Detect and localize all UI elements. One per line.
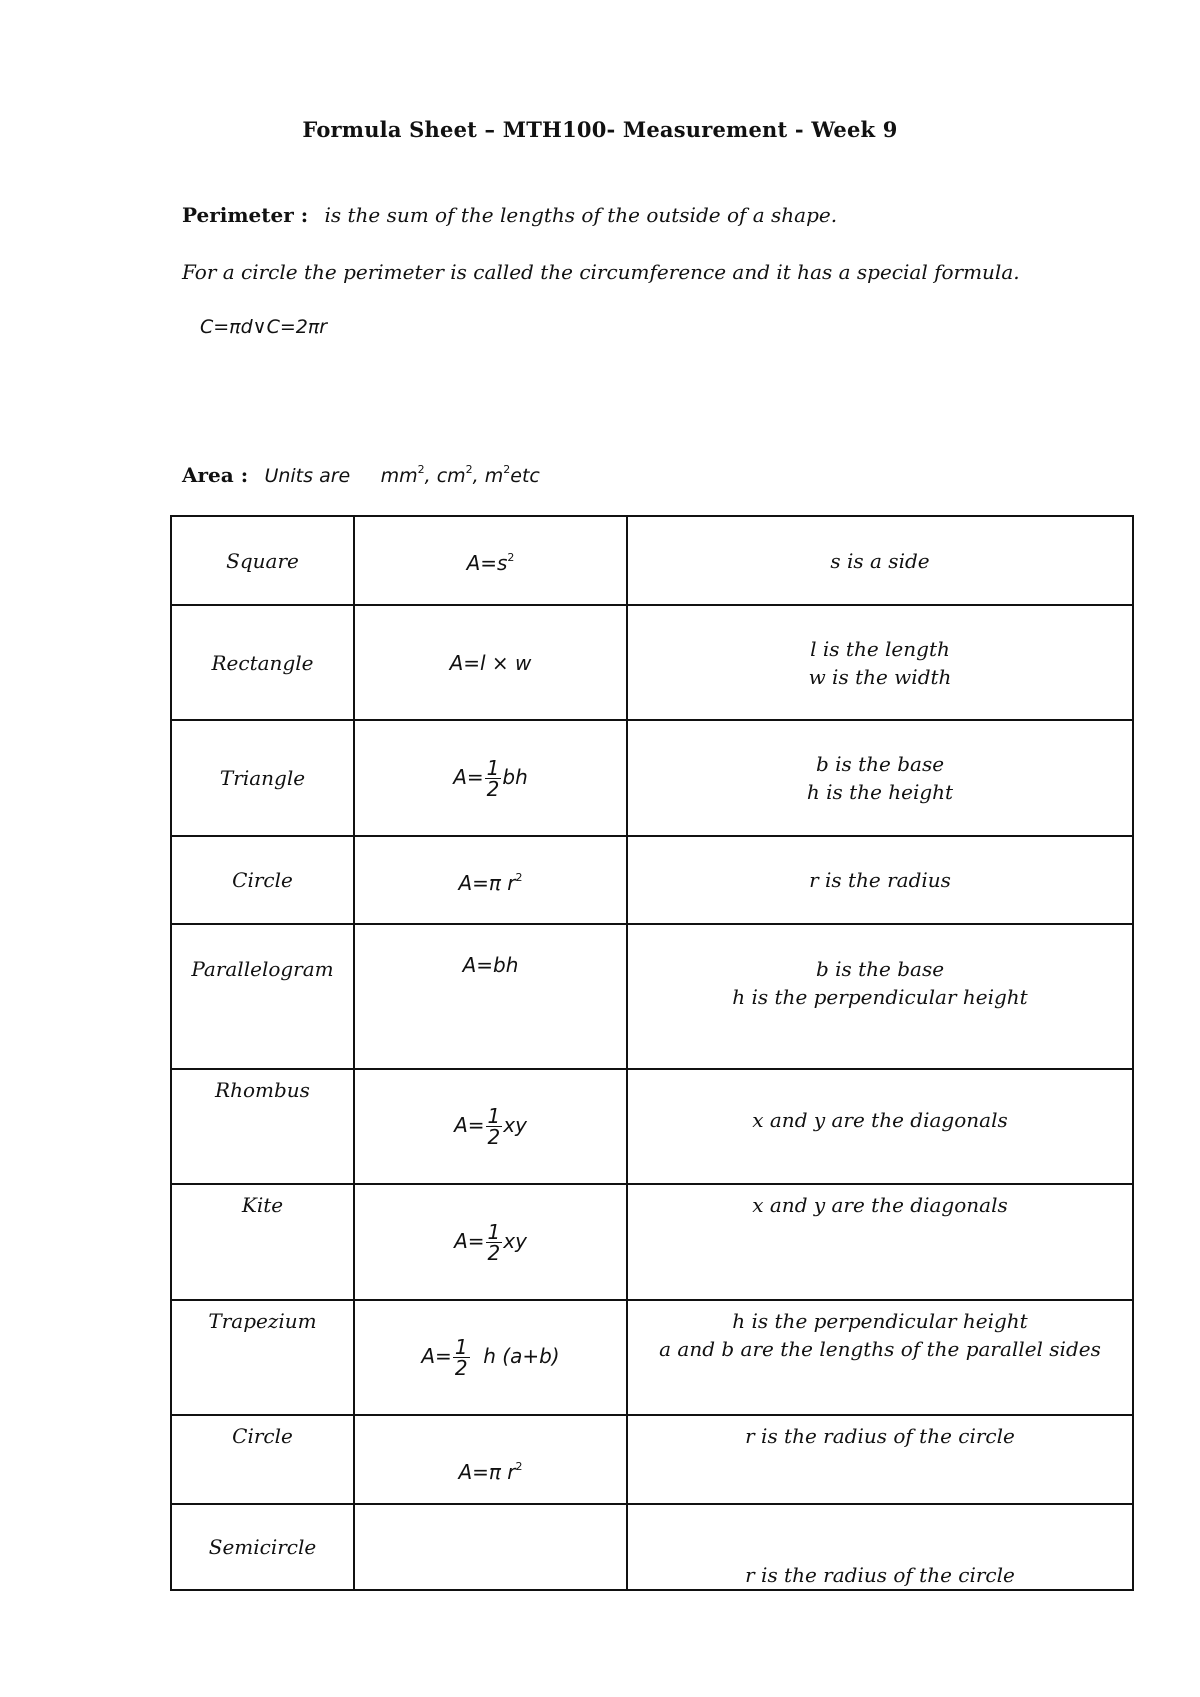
formula-description: b is the base h is the perpendicular height <box>627 924 1133 1069</box>
shape-name: Circle <box>171 836 354 924</box>
circumference-formula: C=πd∨C=2πr <box>200 316 328 338</box>
shape-name: Square <box>171 516 354 605</box>
area-formula-table <box>170 515 1134 1591</box>
table-row <box>171 1069 1133 1184</box>
area-formula: A= $\frac{1}{2}$ bh <box>354 720 627 836</box>
formula-description: x and y are the diagonals <box>627 1184 1133 1300</box>
table-row <box>171 720 1133 836</box>
shape-name: Semicircle <box>171 1504 354 1590</box>
shape-name: Parallelogram <box>171 924 354 1069</box>
area-formula: A=l × w <box>354 605 627 720</box>
units-label: Units are <box>264 465 351 487</box>
area-formula: A= $\frac{1}{2}$ xy <box>354 1069 627 1184</box>
formula-description: r is the radius <box>627 836 1133 924</box>
formula-description: r is the radius of the circle <box>627 1504 1133 1590</box>
area-formula: A=bh <box>354 924 627 1069</box>
page-title: Formula Sheet – MTH100- Measurement - Week 9 <box>302 117 898 142</box>
shape-name: Kite <box>171 1184 354 1300</box>
table-row <box>171 924 1133 1069</box>
table-row <box>171 1300 1133 1415</box>
shape-name: Rectangle <box>171 605 354 720</box>
area-heading <box>182 463 540 487</box>
area-formula: A=π $r^2$ <box>354 1415 627 1504</box>
formula-description: l is the length w is the width <box>627 605 1133 720</box>
area-formula: $A=s^2$ <box>354 516 627 605</box>
shape-name: Rhombus <box>171 1069 354 1184</box>
table-row <box>171 1184 1133 1300</box>
table-row <box>171 1415 1133 1504</box>
area-formula: A= $\frac{1}{2}$ h (a+b) <box>354 1300 627 1415</box>
perimeter-label: Perimeter : <box>182 203 309 227</box>
area-label: Area : <box>182 463 249 487</box>
perimeter-text: is the sum of the lengths of the outside of a shape. <box>324 203 838 227</box>
area-formula <box>354 1504 627 1590</box>
formula-description: r is the radius of the circle <box>627 1415 1133 1504</box>
shape-name: Triangle <box>171 720 354 836</box>
shape-name: Circle <box>171 1415 354 1504</box>
table-row <box>171 836 1133 924</box>
area-formula: A=π $r^2$ <box>354 836 627 924</box>
formula-description: s is a side <box>627 516 1133 605</box>
formula-description: h is the perpendicular height a and b are the lengths of the parallel sides <box>627 1300 1133 1415</box>
circumference-note: For a circle the perimeter is called the circumference and it has a special formula. <box>182 260 1020 284</box>
shape-name: Trapezium <box>171 1300 354 1415</box>
formula-description: b is the base h is the height <box>627 720 1133 836</box>
formula-description: x and y are the diagonals <box>627 1069 1133 1184</box>
area-formula: A= $\frac{1}{2}$ xy <box>354 1184 627 1300</box>
table-row <box>171 1504 1133 1590</box>
table-row <box>171 605 1133 720</box>
area-units: $mm^2$, $cm^2$, $m^2etc$ <box>380 463 540 487</box>
perimeter-definition <box>182 203 837 227</box>
table-row <box>171 516 1133 605</box>
